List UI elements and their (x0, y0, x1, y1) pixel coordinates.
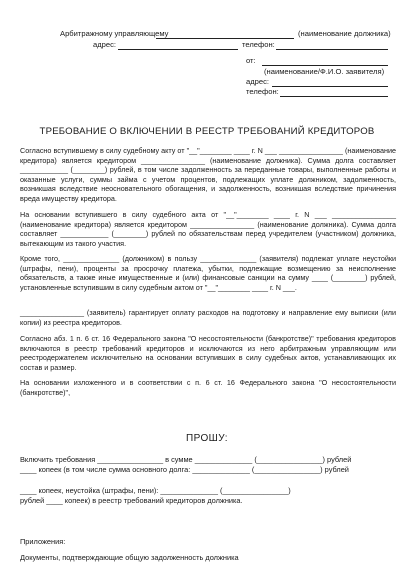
attachments-label: Приложения: (20, 537, 66, 546)
attachments-item: Документы, подтверждающие общую задолженность должника (20, 553, 239, 562)
header-debtor-name-line[interactable] (156, 38, 294, 39)
header-from-label: от: (246, 56, 256, 65)
paragraph-law-reference: Согласно абз. 1 п. 6 ст. 16 Федерального закона "О несостоятельности (банкротстве)" требования кредиторов включаются в реестр требований кредиторов и исключаются из него арбитражным управляющим или реестродержателем исключительно на основании вступивших в силу судебных актов, устанавливающих их состав и размер. (20, 334, 396, 372)
request-line-2: ____ копеек (в том числе сумма основного долга: ______________ (________________) рублей (20, 465, 349, 474)
request-line-4: рублей ____ копеек) в реестр требований кредиторов должника. (20, 496, 243, 505)
paragraph-guarantee: ________________ (заявитель) гарантирует оплату расходов на подготовку и направление ему выписки (или копии) из реестра кредиторов. (20, 308, 396, 327)
header-address-line[interactable] (118, 49, 238, 50)
header-applicant-phone-label: телефон: (246, 87, 279, 96)
header-applicant-address-label: адрес: (246, 77, 270, 86)
header-addressee-label: Арбитражному управляющему (60, 29, 169, 38)
paragraph-founder-debt: На основании вступившего в силу судебного акта от "__"________ ____ г. N ___ ________________ (наименование кредитора) является кредитором ________________ (наименование должника). Сумма долга составляет ____________ (________) рублей по обязательствам перед учредителем (участником) должника, вытекающим из такого участия. (20, 210, 396, 248)
paragraph-basis: На основании изложенного и в соответствии с п. 6 ст. 16 Федерального закона "О несостоятельности (банкротстве)", (20, 378, 396, 397)
header-applicant-line[interactable] (262, 65, 388, 66)
header-applicant-address-line[interactable] (272, 86, 388, 87)
paragraph-penalties: Кроме того, ______________ (должником) в пользу ______________ (заявителя) подлежат уплате неустойки (штрафы, пени), проценты за просрочку платежа, убытки, подлежащие возмещению за неисполнение обязательств, а также иные имущественные и (или) финансовые санкции на сумму ____ (________) рублей, установленные вступившим в силу судебным актом от "__"________ ____ г. N ___. (20, 254, 396, 292)
paragraph-court-act: Согласно вступившему в силу судебному акту от "__"________ ____ г. N ___ ________________ (наименование кредитора) является кредитором ________________ (наименование должника). Сумма долга составляет ____________ (________) рублей, в том числе задолженность за переданные товары, выполненные работы и оказанные услуги, суммы займа с учетом процентов, подлежащих уплате должником, задолженность, возникшая вследствие неосновательного обогащения, и задолженность, возникшая вследствие причинения вреда имуществу кредитора. (20, 146, 396, 203)
header-address-label: адрес: (93, 40, 117, 49)
header-phone-label: телефон: (242, 40, 275, 49)
request-heading: ПРОШУ: (186, 433, 228, 444)
header-applicant-phone-line[interactable] (280, 96, 388, 97)
request-line-3: ____ копеек, неустойка (штрафы, пени): ______________ (________________) (20, 486, 291, 495)
document-title: ТРЕБОВАНИЕ О ВКЛЮЧЕНИИ В РЕЕСТР ТРЕБОВАНИЙ КРЕДИТОРОВ (39, 126, 375, 137)
header-phone-line[interactable] (276, 49, 388, 50)
header-debtor-name-hint: (наименование должника) (298, 29, 391, 38)
header-applicant-hint: (наименование/Ф.И.О. заявителя) (264, 67, 385, 76)
request-line-1: Включить требования ________________ в сумме ______________ (________________) рублей (20, 455, 352, 464)
